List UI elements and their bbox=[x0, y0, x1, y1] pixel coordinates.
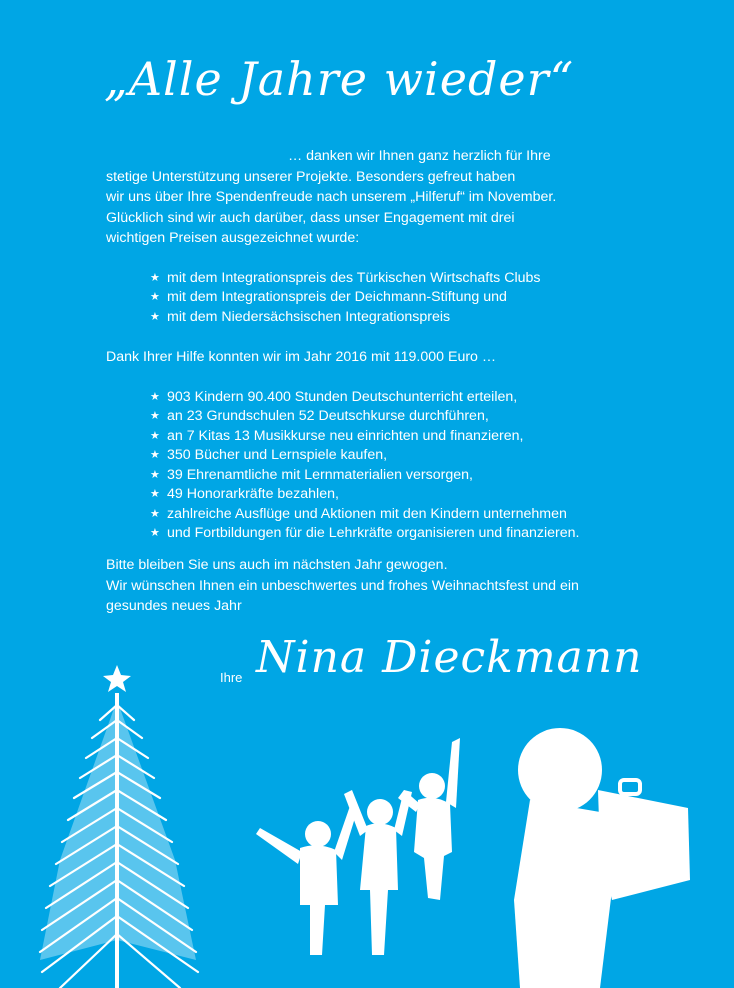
intro-line-4: Glücklich sind wir auch darüber, dass unser Engagement mit drei bbox=[106, 209, 515, 226]
star-bullet-icon: ★ bbox=[150, 310, 160, 323]
star-bullet-icon: ★ bbox=[150, 468, 160, 481]
intro-line-1: … danken wir Ihnen ganz herzlich für Ihre bbox=[288, 148, 551, 164]
help-intro: Dank Ihrer Hilfe konnten wir im Jahr 2016 mit 119.000 Euro … bbox=[106, 349, 497, 365]
list-item: ★ an 7 Kitas 13 Musikkurse neu einrichten und finanzieren, bbox=[150, 427, 666, 447]
christmas-tree-icon bbox=[40, 665, 198, 988]
star-bullet-icon: ★ bbox=[150, 410, 160, 422]
jumping-children-icon bbox=[256, 738, 460, 955]
list-item: ★ 903 Kindern 90.400 Stunden Deutschunterricht erteilen, bbox=[150, 388, 666, 408]
intro-line-5: wichtigen Preisen ausgezeichnet wurde: bbox=[106, 230, 360, 246]
list-item: ★ und Fortbildungen für die Lehrkräfte organisieren und finanzieren. bbox=[150, 524, 666, 544]
headline: „Alle Jahre wieder“ bbox=[104, 52, 575, 106]
star-bullet-icon: ★ bbox=[150, 449, 160, 461]
list-item: ★ mit dem Integrationspreis des Türkischen Wirtschafts Clubs bbox=[150, 269, 666, 289]
intro-line-2: stetige Unterstützung unserer Projekte. Besonders gefreut haben bbox=[106, 168, 516, 185]
list-item: ★ zahlreiche Ausflüge und Aktionen mit den Kindern unternehmen bbox=[150, 505, 666, 525]
star-bullet-icon: ★ bbox=[150, 488, 160, 500]
star-bullet-icon: ★ bbox=[150, 390, 160, 403]
star-bullet-icon: ★ bbox=[150, 429, 160, 442]
closing-line-1: Bitte bleiben Sie uns auch im nächsten Jahr gewogen. bbox=[106, 557, 448, 573]
schoolchild-silhouette-icon bbox=[514, 728, 690, 988]
signature-prefix: Ihre bbox=[220, 670, 243, 685]
star-bullet-icon: ★ bbox=[150, 291, 160, 303]
closing-line-2: Wir wünschen Ihnen ein unbeschwertes und frohes Weihnachtsfest und ein bbox=[106, 577, 579, 594]
list-item: ★ mit dem Integrationspreis der Deichmann-Stiftung und bbox=[150, 288, 666, 308]
signature: Nina Dieckmann bbox=[256, 632, 643, 683]
list-item: ★ an 23 Grundschulen 52 Deutschkurse durchführen, bbox=[150, 407, 666, 427]
tree-star-icon bbox=[103, 665, 131, 692]
list-item: ★ 39 Ehrenamtliche mit Lernmaterialien versorgen, bbox=[150, 466, 666, 486]
star-bullet-icon: ★ bbox=[150, 527, 160, 539]
backpack-icon bbox=[598, 790, 690, 900]
intro-line-3: wir uns über Ihre Spendenfreude nach unserem „Hilferuf“ im November. bbox=[106, 189, 557, 205]
list-item: ★ mit dem Niedersächsischen Integrationspreis bbox=[150, 308, 666, 328]
star-bullet-icon: ★ bbox=[150, 507, 160, 520]
star-bullet-icon: ★ bbox=[150, 271, 160, 284]
list-item: ★ 350 Bücher und Lernspiele kaufen, bbox=[150, 446, 666, 466]
list-item: ★ 49 Honorarkräfte bezahlen, bbox=[150, 485, 666, 505]
closing-line-3: gesundes neues Jahr bbox=[106, 598, 242, 614]
